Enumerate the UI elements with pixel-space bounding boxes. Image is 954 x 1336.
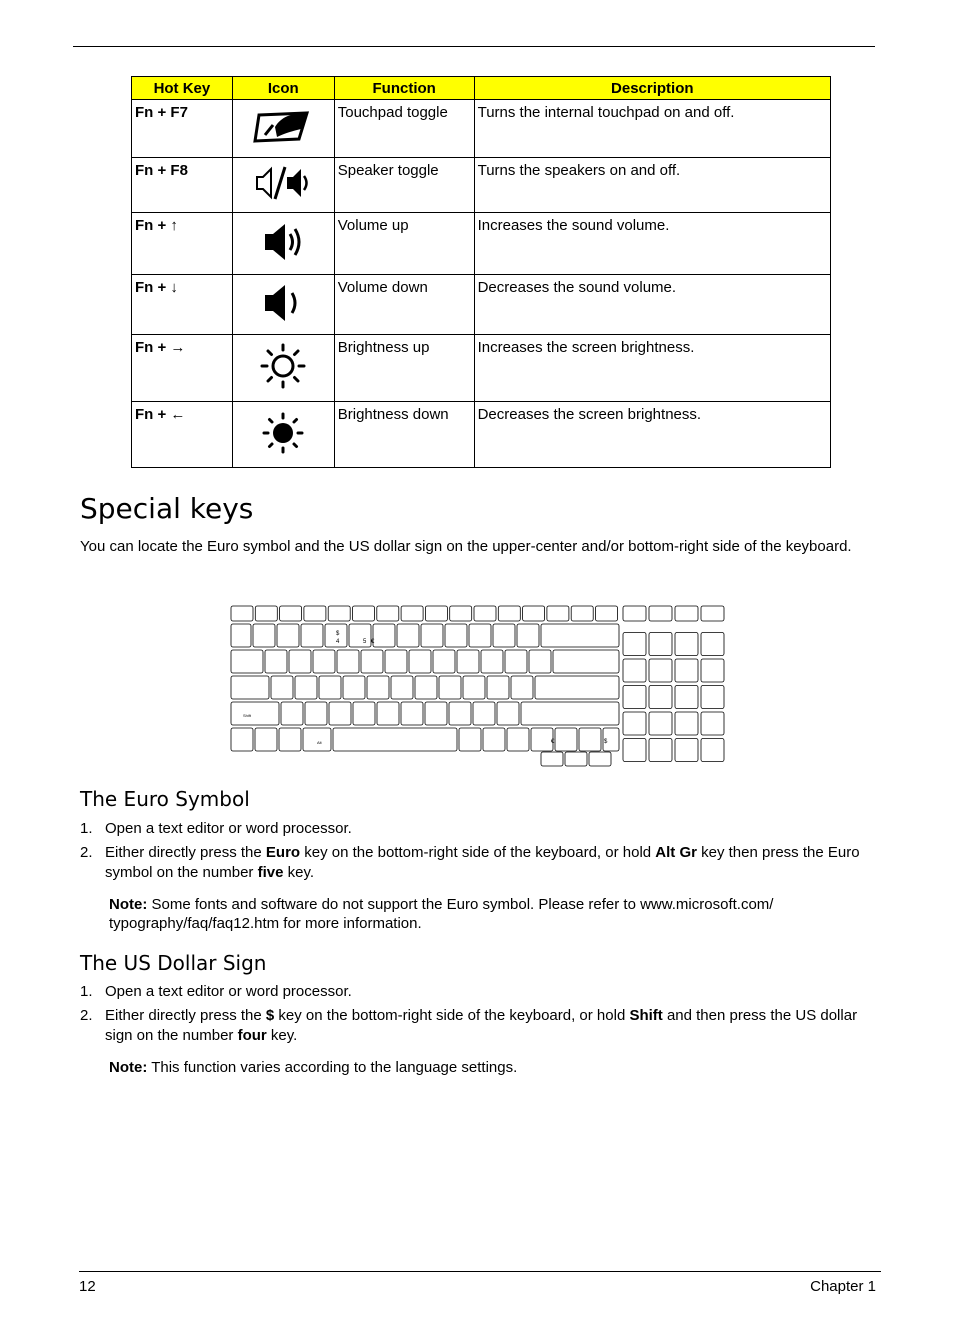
step-text: Open a text editor or word processor. — [105, 820, 352, 837]
euro-bottom-key-label: € — [551, 739, 555, 745]
keyboard-key — [469, 624, 491, 647]
chapter-label: Chapter 1 — [810, 1278, 876, 1295]
keyboard-key — [433, 650, 455, 673]
function-cell: Volume down — [334, 275, 474, 335]
section-title: Special keys — [80, 492, 254, 525]
note-text: This function varies according to the language settings. — [147, 1059, 518, 1076]
keyboard-key — [231, 702, 279, 725]
keyboard-key — [511, 676, 533, 699]
hotkey-cell: Fn + ← — [132, 402, 233, 468]
keyboard-key — [377, 606, 399, 621]
dollar-key-label: $ — [336, 631, 340, 637]
keyboard-key — [373, 624, 395, 647]
keyboard-key — [623, 659, 646, 682]
icon-cell — [232, 402, 334, 468]
keyboard-key — [649, 686, 672, 709]
keyboard-key — [425, 606, 447, 621]
euro-step-1 — [80, 819, 880, 839]
keyboard-key — [401, 702, 423, 725]
keyboard-key — [304, 606, 326, 621]
keyboard-key — [377, 702, 399, 725]
function-cell: Speaker toggle — [334, 158, 474, 213]
footer-rule — [79, 1271, 881, 1272]
table-row — [132, 275, 831, 335]
keyboard-key — [623, 633, 646, 656]
keyboard-key — [675, 686, 698, 709]
keyboard-key — [553, 650, 619, 673]
table-row — [132, 335, 831, 402]
dollar-step-1 — [80, 982, 880, 1002]
keyboard-key — [301, 624, 323, 647]
euro-section-title: The Euro Symbol — [80, 787, 250, 811]
intro-paragraph: You can locate the Euro symbol and the US dollar sign on the upper-center and/or bottom-right side of the keyboard. — [80, 538, 852, 555]
keyboard-key — [280, 606, 302, 621]
keyboard-key — [541, 624, 619, 647]
description-cell: Increases the sound volume. — [474, 213, 830, 275]
note-label: Note: — [109, 1059, 148, 1076]
hotkey-cell: Fn + F7 — [132, 100, 233, 158]
header-icon: Icon — [232, 77, 334, 100]
keyboard-key — [531, 728, 553, 751]
keyboard-key — [277, 624, 299, 647]
keyboard-key — [271, 676, 293, 699]
volume-up-icon — [261, 220, 305, 264]
keyboard-key — [701, 633, 724, 656]
keyboard-key — [555, 728, 577, 751]
keyboard-key — [409, 650, 431, 673]
dollar-section-title: The US Dollar Sign — [80, 951, 267, 975]
keyboard-key — [450, 606, 472, 621]
keyboard-key — [473, 702, 495, 725]
table-row — [132, 213, 831, 275]
dollar-bottom-key-label: $ — [604, 739, 608, 745]
function-cell: Brightness down — [334, 402, 474, 468]
keyboard-key — [529, 650, 551, 673]
icon-cell — [232, 335, 334, 402]
keyboard-key — [289, 650, 311, 673]
keyboard-key — [397, 624, 419, 647]
shift-key-label: Shift — [243, 713, 252, 718]
keyboard-key — [385, 650, 407, 673]
keyboard-key — [675, 712, 698, 735]
icon-cell — [232, 213, 334, 275]
keyboard-key — [253, 624, 275, 647]
hotkey-cell: Fn + → — [132, 335, 233, 402]
description-cell: Decreases the screen brightness. — [474, 402, 830, 468]
keyboard-key — [701, 739, 724, 762]
description-cell: Increases the screen brightness. — [474, 335, 830, 402]
keyboard-key — [255, 728, 277, 751]
keyboard-key — [449, 702, 471, 725]
function-cell: Volume up — [334, 213, 474, 275]
function-cell: Brightness up — [334, 335, 474, 402]
keyboard-key — [701, 712, 724, 735]
keyboard-key — [541, 752, 563, 766]
keyboard-key — [493, 624, 515, 647]
hotkey-cell: Fn + ↑ — [132, 213, 233, 275]
keyboard-key — [231, 728, 253, 751]
note-text: Some fonts and software do not support the Euro symbol. Please refer to www.microsoft.com/ typography/faq/faq12.htm for more information. — [109, 896, 774, 932]
keyboard-key — [231, 606, 253, 621]
keyboard-key — [337, 650, 359, 673]
keyboard-key — [483, 728, 505, 751]
keyboard-key — [457, 650, 479, 673]
keyboard-key — [445, 624, 467, 647]
keyboard-key — [497, 702, 519, 725]
keyboard-key — [675, 606, 698, 621]
table-row — [132, 158, 831, 213]
keyboard-key — [701, 606, 724, 621]
brightness-up-icon — [259, 342, 307, 390]
keyboard-key — [415, 676, 437, 699]
keyboard-key — [279, 728, 301, 751]
keyboard-key — [517, 624, 539, 647]
keyboard-key — [535, 676, 619, 699]
keyboard-key — [649, 712, 672, 735]
touchpad-icon — [251, 107, 315, 147]
keyboard-key — [425, 702, 447, 725]
dollar-note — [109, 1058, 849, 1077]
step-number: 2. — [80, 844, 93, 861]
keyboard-key — [265, 650, 287, 673]
icon-cell — [232, 100, 334, 158]
description-cell: Decreases the sound volume. — [474, 275, 830, 335]
keyboard-key — [333, 728, 457, 751]
keyboard-key — [649, 633, 672, 656]
keyboard-key — [498, 606, 520, 621]
keyboard-key — [547, 606, 569, 621]
keyboard-key — [319, 676, 341, 699]
header-function: Function — [334, 77, 474, 100]
keyboard-key — [295, 676, 317, 699]
keyboard-key — [231, 650, 263, 673]
keyboard-key — [521, 702, 619, 725]
icon-cell — [232, 158, 334, 213]
description-cell: Turns the internal touchpad on and off. — [474, 100, 830, 158]
keyboard-key — [474, 606, 496, 621]
keyboard-key — [328, 606, 350, 621]
keyboard-key — [701, 659, 724, 682]
keyboard-key — [675, 739, 698, 762]
keyboard-key — [231, 624, 251, 647]
keyboard-key — [463, 676, 485, 699]
keyboard-key — [565, 752, 587, 766]
keyboard-key — [505, 650, 527, 673]
hotkey-table — [131, 76, 831, 468]
hotkey-cell: Fn + ↓ — [132, 275, 233, 335]
step-text: Open a text editor or word processor. — [105, 983, 352, 1000]
keyboard-key — [623, 686, 646, 709]
step-text: Either directly press the Euro key on the bottom-right side of the keyboard, or hold Alt Gr key then press the Euro symbol on the number five key. — [105, 844, 860, 881]
volume-down-icon — [261, 281, 305, 325]
keyboard-key — [623, 739, 646, 762]
keyboard-key — [281, 702, 303, 725]
brightness-down-icon — [261, 411, 305, 455]
table-row — [132, 100, 831, 158]
hotkey-cell: Fn + F8 — [132, 158, 233, 213]
table-header-row — [132, 77, 831, 100]
keyboard-key — [329, 702, 351, 725]
keyboard-key — [391, 676, 413, 699]
header-description: Description — [474, 77, 830, 100]
keyboard-key — [313, 650, 335, 673]
keyboard-key — [367, 676, 389, 699]
keyboard-diagram — [229, 604, 729, 770]
keyboard-key — [507, 728, 529, 751]
euro-key-label: € — [371, 639, 375, 645]
dollar-step-2 — [80, 1006, 880, 1046]
keyboard-key — [675, 659, 698, 682]
header-hotkey: Hot Key — [132, 77, 233, 100]
alt-key-label: Alt — [317, 740, 322, 745]
keyboard-key — [481, 650, 503, 673]
keyboard-key — [349, 624, 371, 647]
four-key-label: 4 — [336, 639, 340, 645]
header-rule — [73, 46, 875, 47]
keyboard-key — [487, 676, 509, 699]
table-row — [132, 402, 831, 468]
euro-step-2 — [80, 843, 880, 883]
keyboard-key — [361, 650, 383, 673]
keyboard-key — [571, 606, 593, 621]
keyboard-key — [401, 606, 423, 621]
keyboard-key — [649, 659, 672, 682]
keyboard-key — [439, 676, 461, 699]
keyboard-key — [596, 606, 618, 621]
page-number: 12 — [79, 1278, 96, 1295]
keyboard-key — [231, 676, 269, 699]
function-cell: Touchpad toggle — [334, 100, 474, 158]
keyboard-key — [589, 752, 611, 766]
keyboard-key — [255, 606, 277, 621]
step-number: 2. — [80, 1007, 93, 1024]
speaker-toggle-icon — [253, 165, 313, 201]
five-key-label: 5 — [363, 639, 367, 645]
keyboard-key — [353, 702, 375, 725]
keyboard-key — [701, 686, 724, 709]
keyboard-key — [579, 728, 601, 751]
icon-cell — [232, 275, 334, 335]
keyboard-key — [523, 606, 545, 621]
keyboard-key — [421, 624, 443, 647]
keyboard-key — [305, 702, 327, 725]
keyboard-key — [353, 606, 375, 621]
description-cell: Turns the speakers on and off. — [474, 158, 830, 213]
keyboard-key — [459, 728, 481, 751]
step-number: 1. — [80, 820, 93, 837]
euro-note — [109, 895, 849, 933]
step-number: 1. — [80, 983, 93, 1000]
note-label: Note: — [109, 896, 148, 913]
keyboard-key — [675, 633, 698, 656]
keyboard-key — [623, 606, 646, 621]
step-text: Either directly press the $ key on the bottom-right side of the keyboard, or hold Shift and then press the US dollar sign on the number four key. — [105, 1007, 858, 1044]
keyboard-key — [649, 606, 672, 621]
keyboard-key — [343, 676, 365, 699]
keyboard-key — [649, 739, 672, 762]
keyboard-key — [623, 712, 646, 735]
